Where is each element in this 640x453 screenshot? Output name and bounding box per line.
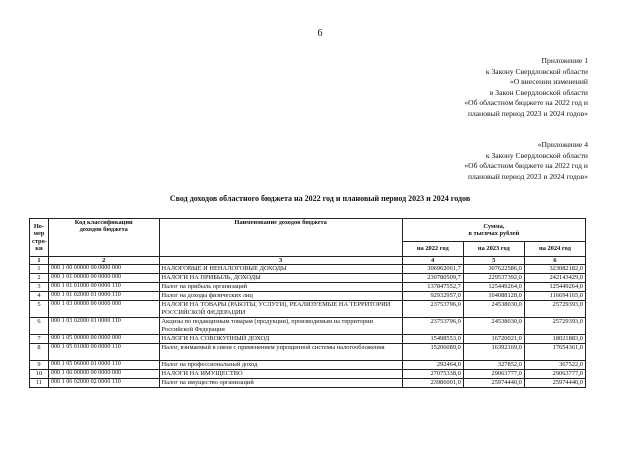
row-value-2024: 25729393,0 [524, 318, 585, 335]
header-code: Код классификации доходов бюджета [48, 219, 159, 257]
row-value-2023: 24538030,0 [463, 318, 524, 335]
row-value-2022: 23986001,0 [402, 379, 463, 388]
column-index: 2 [48, 257, 159, 265]
row-value-2022: 92932957,0 [402, 292, 463, 301]
header-year-2024: на 2024 год [524, 242, 585, 257]
row-code: 000 1 06 00000 00 0000 000 [48, 370, 159, 379]
annex-4-line: плановый период 2023 и 2024 годов» [467, 171, 588, 181]
row-code: 000 1 05 01000 00 0000 110 [48, 344, 159, 361]
table-row [30, 370, 586, 379]
table-row [30, 283, 586, 292]
row-value-2022: 23753796,0 [402, 318, 463, 335]
column-index: 3 [159, 257, 402, 265]
row-name: Акцизы по подакцизным товарам (продукции), производимым на территории Российской Федерации [159, 318, 402, 335]
table-row [30, 301, 586, 318]
row-value-2023: 327852,0 [463, 361, 524, 370]
row-code: 000 1 01 01000 00 0000 110 [48, 283, 159, 292]
header-row-number: Но- мер стро- ки [30, 219, 49, 257]
column-index: 4 [402, 257, 463, 265]
row-value-2023: 125449264,0 [463, 283, 524, 292]
table-row [30, 379, 586, 388]
row-name: НАЛОГИ НА ТОВАРЫ (РАБОТЫ, УСЛУГИ), РЕАЛИЗУЕМЫЕ НА ТЕРРИТОРИИ РОССИЙСКОЙ ФЕДЕРАЦИИ [159, 301, 402, 318]
row-code: 000 1 00 00000 00 0000 000 [48, 265, 159, 274]
row-number: 2 [30, 274, 49, 283]
row-code: 000 1 05 06000 01 0000 110 [48, 361, 159, 370]
row-value-2024: 25729393,0 [524, 301, 585, 318]
row-name: Налог на доходы физических лиц [159, 292, 402, 301]
row-value-2023: 229537392,0 [463, 274, 524, 283]
row-code: 000 1 05 00000 00 0000 000 [48, 335, 159, 344]
row-value-2022: 27075338,0 [402, 370, 463, 379]
table-row [30, 274, 586, 283]
annex-1-line: в Закон Свердловской области [489, 87, 588, 97]
header-year-2022: на 2022 год [402, 242, 463, 257]
row-number: 9 [30, 361, 49, 370]
table-row [30, 361, 586, 370]
row-number: 8 [30, 344, 49, 361]
row-value-2023: 24538030,0 [463, 301, 524, 318]
row-value-2024: 242143429,0 [524, 274, 585, 283]
revenue-table [29, 218, 586, 388]
header-name: Наименование доходов бюджета [159, 219, 402, 257]
row-value-2023: 16720021,0 [463, 335, 524, 344]
header-year-2023: на 2023 год [463, 242, 524, 257]
table-row [30, 344, 586, 361]
header-sum: Сумма, в тысячах рублей [402, 219, 585, 242]
annex-4-line: «Об областном бюджете на 2022 год и [464, 161, 588, 171]
row-value-2023: 29063777,0 [463, 370, 524, 379]
row-name: НАЛОГИ НА ИМУЩЕСТВО [159, 370, 402, 379]
row-value-2023: 25974440,0 [463, 379, 524, 388]
row-number: 7 [30, 335, 49, 344]
row-code: 000 1 01 02000 01 0000 110 [48, 292, 159, 301]
row-number: 3 [30, 283, 49, 292]
row-name: Налог на профессиональный доход [159, 361, 402, 370]
row-number: 11 [30, 379, 49, 388]
column-index: 5 [463, 257, 524, 265]
document-title: Свод доходов областного бюджета на 2022 год и плановый период 2023 и 2024 годов [169, 194, 471, 203]
row-value-2024: 25974440,0 [524, 379, 585, 388]
row-value-2022: 137847552,7 [402, 283, 463, 292]
row-name: НАЛОГИ НА ПРИБЫЛЬ, ДОХОДЫ [159, 274, 402, 283]
page-number: 6 [317, 28, 323, 39]
row-name: НАЛОГОВЫЕ И НЕНАЛОГОВЫЕ ДОХОДЫ [159, 265, 402, 274]
table-row [30, 265, 586, 274]
row-number: 10 [30, 370, 49, 379]
annex-1-line: «Об областном бюджете на 2022 год и [464, 98, 588, 108]
row-name: Налог, взимаемый в связи с применением упрощенной системы налогообложения [159, 344, 402, 361]
row-name: Налог на прибыль организаций [159, 283, 402, 292]
row-value-2024: 125449264,0 [524, 283, 585, 292]
row-number: 4 [30, 292, 49, 301]
row-value-2024: 18021883,0 [524, 335, 585, 344]
row-value-2024: 29063777,0 [524, 370, 585, 379]
row-value-2023: 16392169,0 [463, 344, 524, 361]
row-name: НАЛОГИ НА СОВОКУПНЫЙ ДОХОД [159, 335, 402, 344]
row-code: 000 1 03 00000 00 0000 000 [48, 301, 159, 318]
row-value-2022: 15206089,0 [402, 344, 463, 361]
row-value-2024: 323082182,0 [524, 265, 585, 274]
table-row [30, 335, 586, 344]
row-code: 000 1 03 02000 01 0000 110 [48, 318, 159, 335]
annex-1-line: плановый период 2023 и 2024 годов» [467, 108, 588, 118]
column-index: 1 [30, 257, 49, 265]
row-value-2024: 367522,0 [524, 361, 585, 370]
annex-1-line: Приложение 1 [541, 56, 588, 65]
annex-4-line: «Приложение 4 [537, 140, 588, 149]
annex-1-header [464, 56, 588, 120]
row-number: 5 [30, 301, 49, 318]
table-row [30, 292, 586, 301]
annex-4-line: к Закону Свердловской области [485, 150, 588, 160]
row-value-2024: 17654361,0 [524, 344, 585, 361]
row-name: Налог на имущество организаций [159, 379, 402, 388]
row-value-2022: 15498553,0 [402, 335, 463, 344]
table-row [30, 318, 586, 335]
row-value-2022: 292464,0 [402, 361, 463, 370]
row-code: 000 1 01 00000 00 0000 000 [48, 274, 159, 283]
column-index: 6 [524, 257, 585, 265]
row-code: 000 1 06 02000 02 0000 110 [48, 379, 159, 388]
row-value-2022: 23753796,0 [402, 301, 463, 318]
annex-1-line: к Закону Свердловской области [485, 66, 588, 76]
row-value-2023: 104088128,0 [463, 292, 524, 301]
row-value-2023: 307622586,0 [463, 265, 524, 274]
row-number: 1 [30, 265, 49, 274]
row-value-2024: 116694165,0 [524, 292, 585, 301]
row-value-2022: 306962061,7 [402, 265, 463, 274]
row-number: 6 [30, 318, 49, 335]
row-value-2022: 230780509,7 [402, 274, 463, 283]
annex-1-line: «О внесении изменений [509, 77, 588, 87]
annex-4-header [464, 140, 588, 182]
